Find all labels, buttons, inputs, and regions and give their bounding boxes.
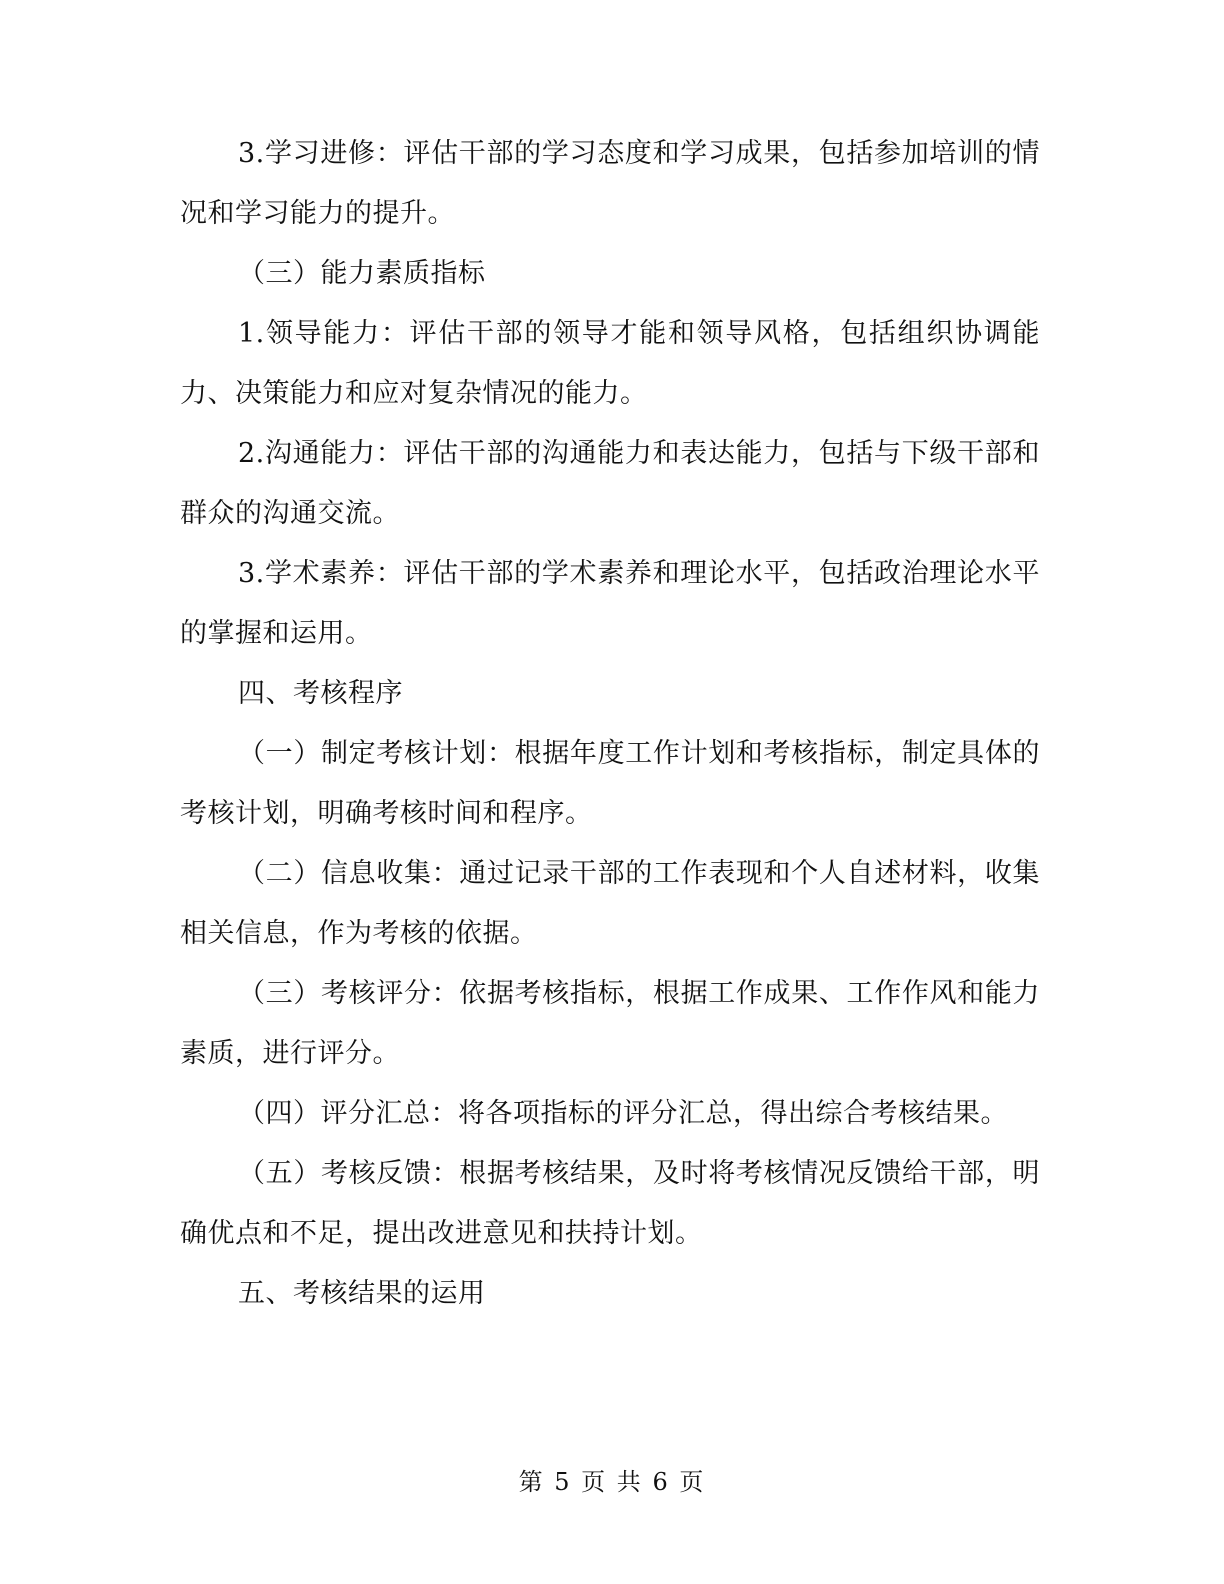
heading-assessment-procedure: 四、考核程序 <box>238 678 403 709</box>
page-number-footer: 第 5 页 共 6 页 <box>518 1468 706 1496</box>
paragraph-make-plan: （一）制定考核计划：根据年度工作计划和考核指标，制定具体的考核计划，明确考核时间和程序。 <box>180 738 1040 829</box>
paragraph-leadership: 1.领导能力：评估干部的领导才能和领导风格，包括组织协调能力、决策能力和应对复杂情况的能力。 <box>180 318 1040 409</box>
paragraph-score-summary: （四）评分汇总：将各项指标的评分汇总，得出综合考核结果。 <box>238 1098 1008 1129</box>
paragraph-feedback: （五）考核反馈：根据考核结果，及时将考核情况反馈给干部，明确优点和不足，提出改进意见和扶持计划。 <box>180 1158 1040 1249</box>
paragraph-academic-literacy: 3.学术素养：评估干部的学术素养和理论水平，包括政治理论水平的掌握和运用。 <box>180 558 1040 649</box>
heading-result-application: 五、考核结果的运用 <box>238 1278 486 1309</box>
paragraph-information-collection: （二）信息收集：通过记录干部的工作表现和个人自述材料，收集相关信息，作为考核的依据。 <box>180 858 1040 949</box>
paragraph-study-training: 3.学习进修：评估干部的学习态度和学习成果，包括参加培训的情况和学习能力的提升。 <box>180 138 1040 229</box>
heading-ability-quality-indicators: （三）能力素质指标 <box>238 258 486 289</box>
document-body <box>180 124 1040 1324</box>
paragraph-communication: 2.沟通能力：评估干部的沟通能力和表达能力，包括与下级干部和群众的沟通交流。 <box>180 438 1040 529</box>
paragraph-scoring: （三）考核评分：依据考核指标，根据工作成果、工作作风和能力素质，进行评分。 <box>180 978 1040 1069</box>
